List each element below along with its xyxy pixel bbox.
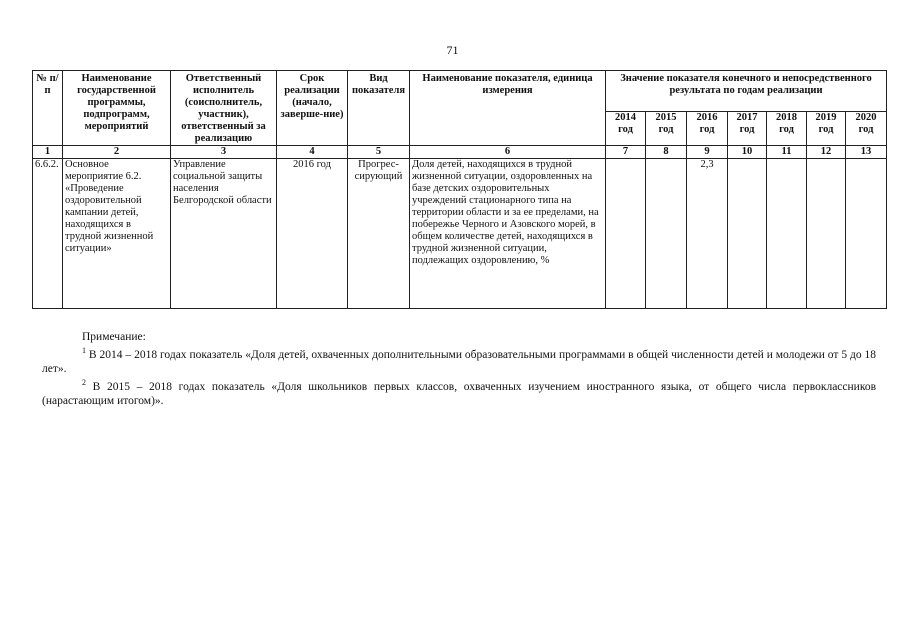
notes (42, 330, 876, 408)
row-value-2014 (606, 159, 646, 309)
column-number: 10 (728, 146, 767, 159)
page-number: 71 (446, 43, 459, 57)
indicators-table (32, 70, 887, 309)
header-executor: Ответственный исполнитель (соисполнитель, участник), ответственный за реализацию (171, 71, 277, 146)
column-number: 8 (646, 146, 687, 159)
header-indicator-type: Вид показателя (348, 71, 410, 146)
row-indicator-name: Доля детей, находящихся в трудной жизненной ситуации, оздоровленных на базе детских оздоровительных учреждений стационарного типа на территории области и за ее пределами, на побережье Черного и Азовского морей, в общем количестве детей, находящихся в трудной жизненной ситуации, подлежащих оздоровлению, % (410, 159, 606, 309)
year-header: 2020 год (846, 112, 887, 146)
row-program: Основное мероприятие 6.2. «Проведение оздоровительной кампании детей, находящихся в трудной жизненной ситуации» (63, 159, 171, 309)
column-number: 4 (277, 146, 348, 159)
footnote-mark: 2 (82, 377, 86, 387)
row-value-2019 (807, 159, 846, 309)
column-number: 6 (410, 146, 606, 159)
column-number: 1 (33, 146, 63, 159)
row-value-2018 (767, 159, 807, 309)
year-header: 2017 год (728, 112, 767, 146)
year-header: 2016 год (687, 112, 728, 146)
row-executor: Управление социальной защиты населения Белгородской области (171, 159, 277, 309)
column-number-row (33, 146, 887, 159)
year-header: 2019 год (807, 112, 846, 146)
column-number: 3 (171, 146, 277, 159)
column-number: 7 (606, 146, 646, 159)
column-number: 11 (767, 146, 807, 159)
row-indicator-type: Прогрес-сирующий (348, 159, 410, 309)
notes-title: Примечание: (82, 331, 146, 343)
column-number: 2 (63, 146, 171, 159)
header-indicator-name: Наименование показателя, единица измерения (410, 71, 606, 146)
footnote-text: В 2014 – 2018 годах показатель «Доля детей, охваченных дополнительными образовательными программами в общей численности детей и молодежи от 5 до 18 лет». (42, 348, 876, 375)
row-value-2020 (846, 159, 887, 309)
column-number: 13 (846, 146, 887, 159)
header-row (33, 71, 887, 112)
row-term: 2016 год (277, 159, 348, 309)
year-header: 2015 год (646, 112, 687, 146)
column-number: 5 (348, 146, 410, 159)
row-value-2016: 2,3 (687, 159, 728, 309)
footnote-mark: 1 (82, 346, 86, 355)
row-value-2015 (646, 159, 687, 309)
column-number: 9 (687, 146, 728, 159)
footnote-text: В 2015 – 2018 годах показатель «Доля школьников первых классов, охваченных изучением иностранного языка, от общего числа первоклассников (нарастающим итогом)». (42, 380, 876, 407)
year-header: 2018 год (767, 112, 807, 146)
column-number: 12 (807, 146, 846, 159)
header-program: Наименование государственной программы, подпрограмм, мероприятий (63, 71, 171, 146)
footnote (42, 344, 876, 376)
header-num: № п/п (33, 71, 63, 146)
table-row (33, 159, 887, 309)
row-num: 6.6.2. (33, 159, 63, 309)
header-term: Срок реализации (начало, заверше-ние) (277, 71, 348, 146)
row-value-2017 (728, 159, 767, 309)
footnote (42, 376, 876, 408)
header-values-group: Значение показателя конечного и непосредственного результата по годам реализации (606, 71, 887, 112)
year-header: 2014 год (606, 112, 646, 146)
